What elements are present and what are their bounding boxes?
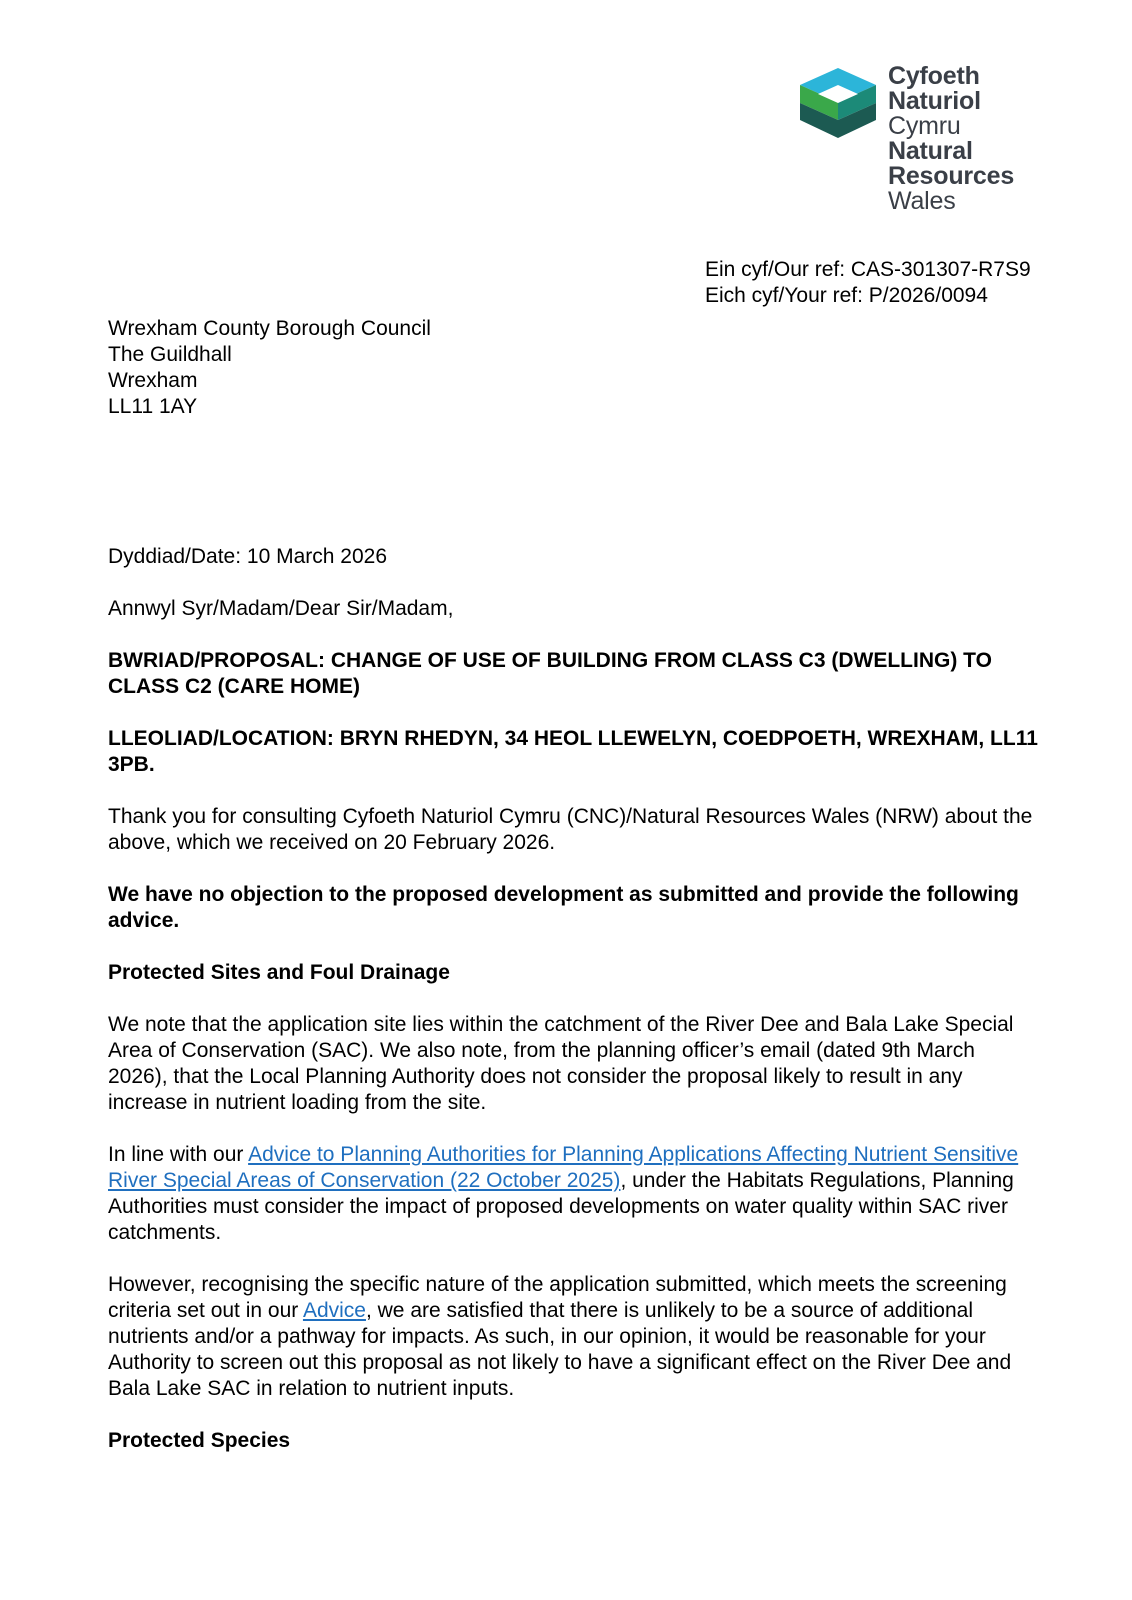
our-ref: Ein cyf/Our ref: CAS-301307-R7S9 bbox=[705, 258, 1031, 281]
advice-link[interactable]: Advice bbox=[302, 1299, 366, 1322]
logo-line: Resources bbox=[888, 162, 1015, 190]
text-run: In line with our bbox=[108, 1143, 249, 1166]
screening-paragraph bbox=[108, 1272, 1038, 1402]
no-objection-statement: We have no objection to the proposed development as submitted and provide the following advice. bbox=[108, 883, 1019, 932]
logo-line: Cyfoeth bbox=[888, 62, 980, 90]
recipient-address bbox=[108, 316, 431, 420]
salutation: Annwyl Syr/Madam/Dear Sir/Madam, bbox=[108, 597, 454, 620]
proposal-heading: BWRIAD/PROPOSAL: CHANGE OF USE OF BUILDING FROM CLASS C3 (DWELLING) TO CLASS C2 (CARE HOME) bbox=[108, 649, 992, 698]
nrw-logo bbox=[800, 64, 1040, 224]
your-ref: Eich cyf/Your ref: P/2026/0094 bbox=[705, 284, 988, 307]
logo-line: Natural bbox=[888, 137, 973, 165]
logo-line: Naturiol bbox=[888, 87, 981, 115]
thanks-paragraph: Thank you for consulting Cyfoeth Naturiol Cymru (CNC)/Natural Resources Wales (NRW) about the above, which we received on 20 February 2026. bbox=[108, 805, 1033, 854]
logo-wordmark bbox=[888, 64, 1014, 214]
section-heading-protected-sites: Protected Sites and Foul Drainage bbox=[108, 961, 450, 984]
advice-document-link[interactable]: Advice to Planning Authorities for Planning Applications Affecting Nutrient Sensitive River Special Areas of Conservation (22 October 2025) bbox=[108, 1143, 1019, 1192]
habitats-paragraph bbox=[108, 1142, 1038, 1246]
text-run: , we are satisfied that there is unlikely to be a source of additional nutrients and/or a pathway for impacts. As such, in our opinion, it would be reasonable for your Authority to screen out this proposal as not likely to have a significant effect on the River Dee and Bala Lake SAC in relation to nutrient inputs. bbox=[108, 1299, 1012, 1400]
text-run: However, recognising the specific nature of the application submitted, which meets the screening criteria set out in our bbox=[108, 1273, 1007, 1322]
address-line: LL11 1AY bbox=[108, 395, 198, 418]
logo-line: Cymru bbox=[888, 112, 961, 140]
logo-line: Wales bbox=[888, 187, 956, 215]
letter-date: Dyddiad/Date: 10 March 2026 bbox=[108, 545, 387, 568]
nrw-logo-icon bbox=[800, 68, 876, 138]
catchment-paragraph: We note that the application site lies within the catchment of the River Dee and Bala Lake Special Area of Conservation (SAC). We also note, from the planning officer’s email (dated 9th March 2026), that the Local Planning Authority does not consider the proposal likely to result in any increase in nutrient loading from the site. bbox=[108, 1013, 1014, 1114]
reference-block bbox=[705, 257, 1031, 309]
text-run: , under the Habitats Regulations, Planning Authorities must consider the impact of proposed developments on water quality within SAC river catchments. bbox=[108, 1169, 1014, 1244]
letter-body bbox=[108, 544, 1038, 1480]
address-line: Wrexham bbox=[108, 369, 198, 392]
section-heading-protected-species: Protected Species bbox=[108, 1429, 291, 1452]
address-line: Wrexham County Borough Council bbox=[108, 317, 431, 340]
address-line: The Guildhall bbox=[108, 343, 232, 366]
location-heading: LLEOLIAD/LOCATION: BRYN RHEDYN, 34 HEOL LLEWELYN, COEDPOETH, WREXHAM, LL11 3PB. bbox=[108, 727, 1038, 776]
